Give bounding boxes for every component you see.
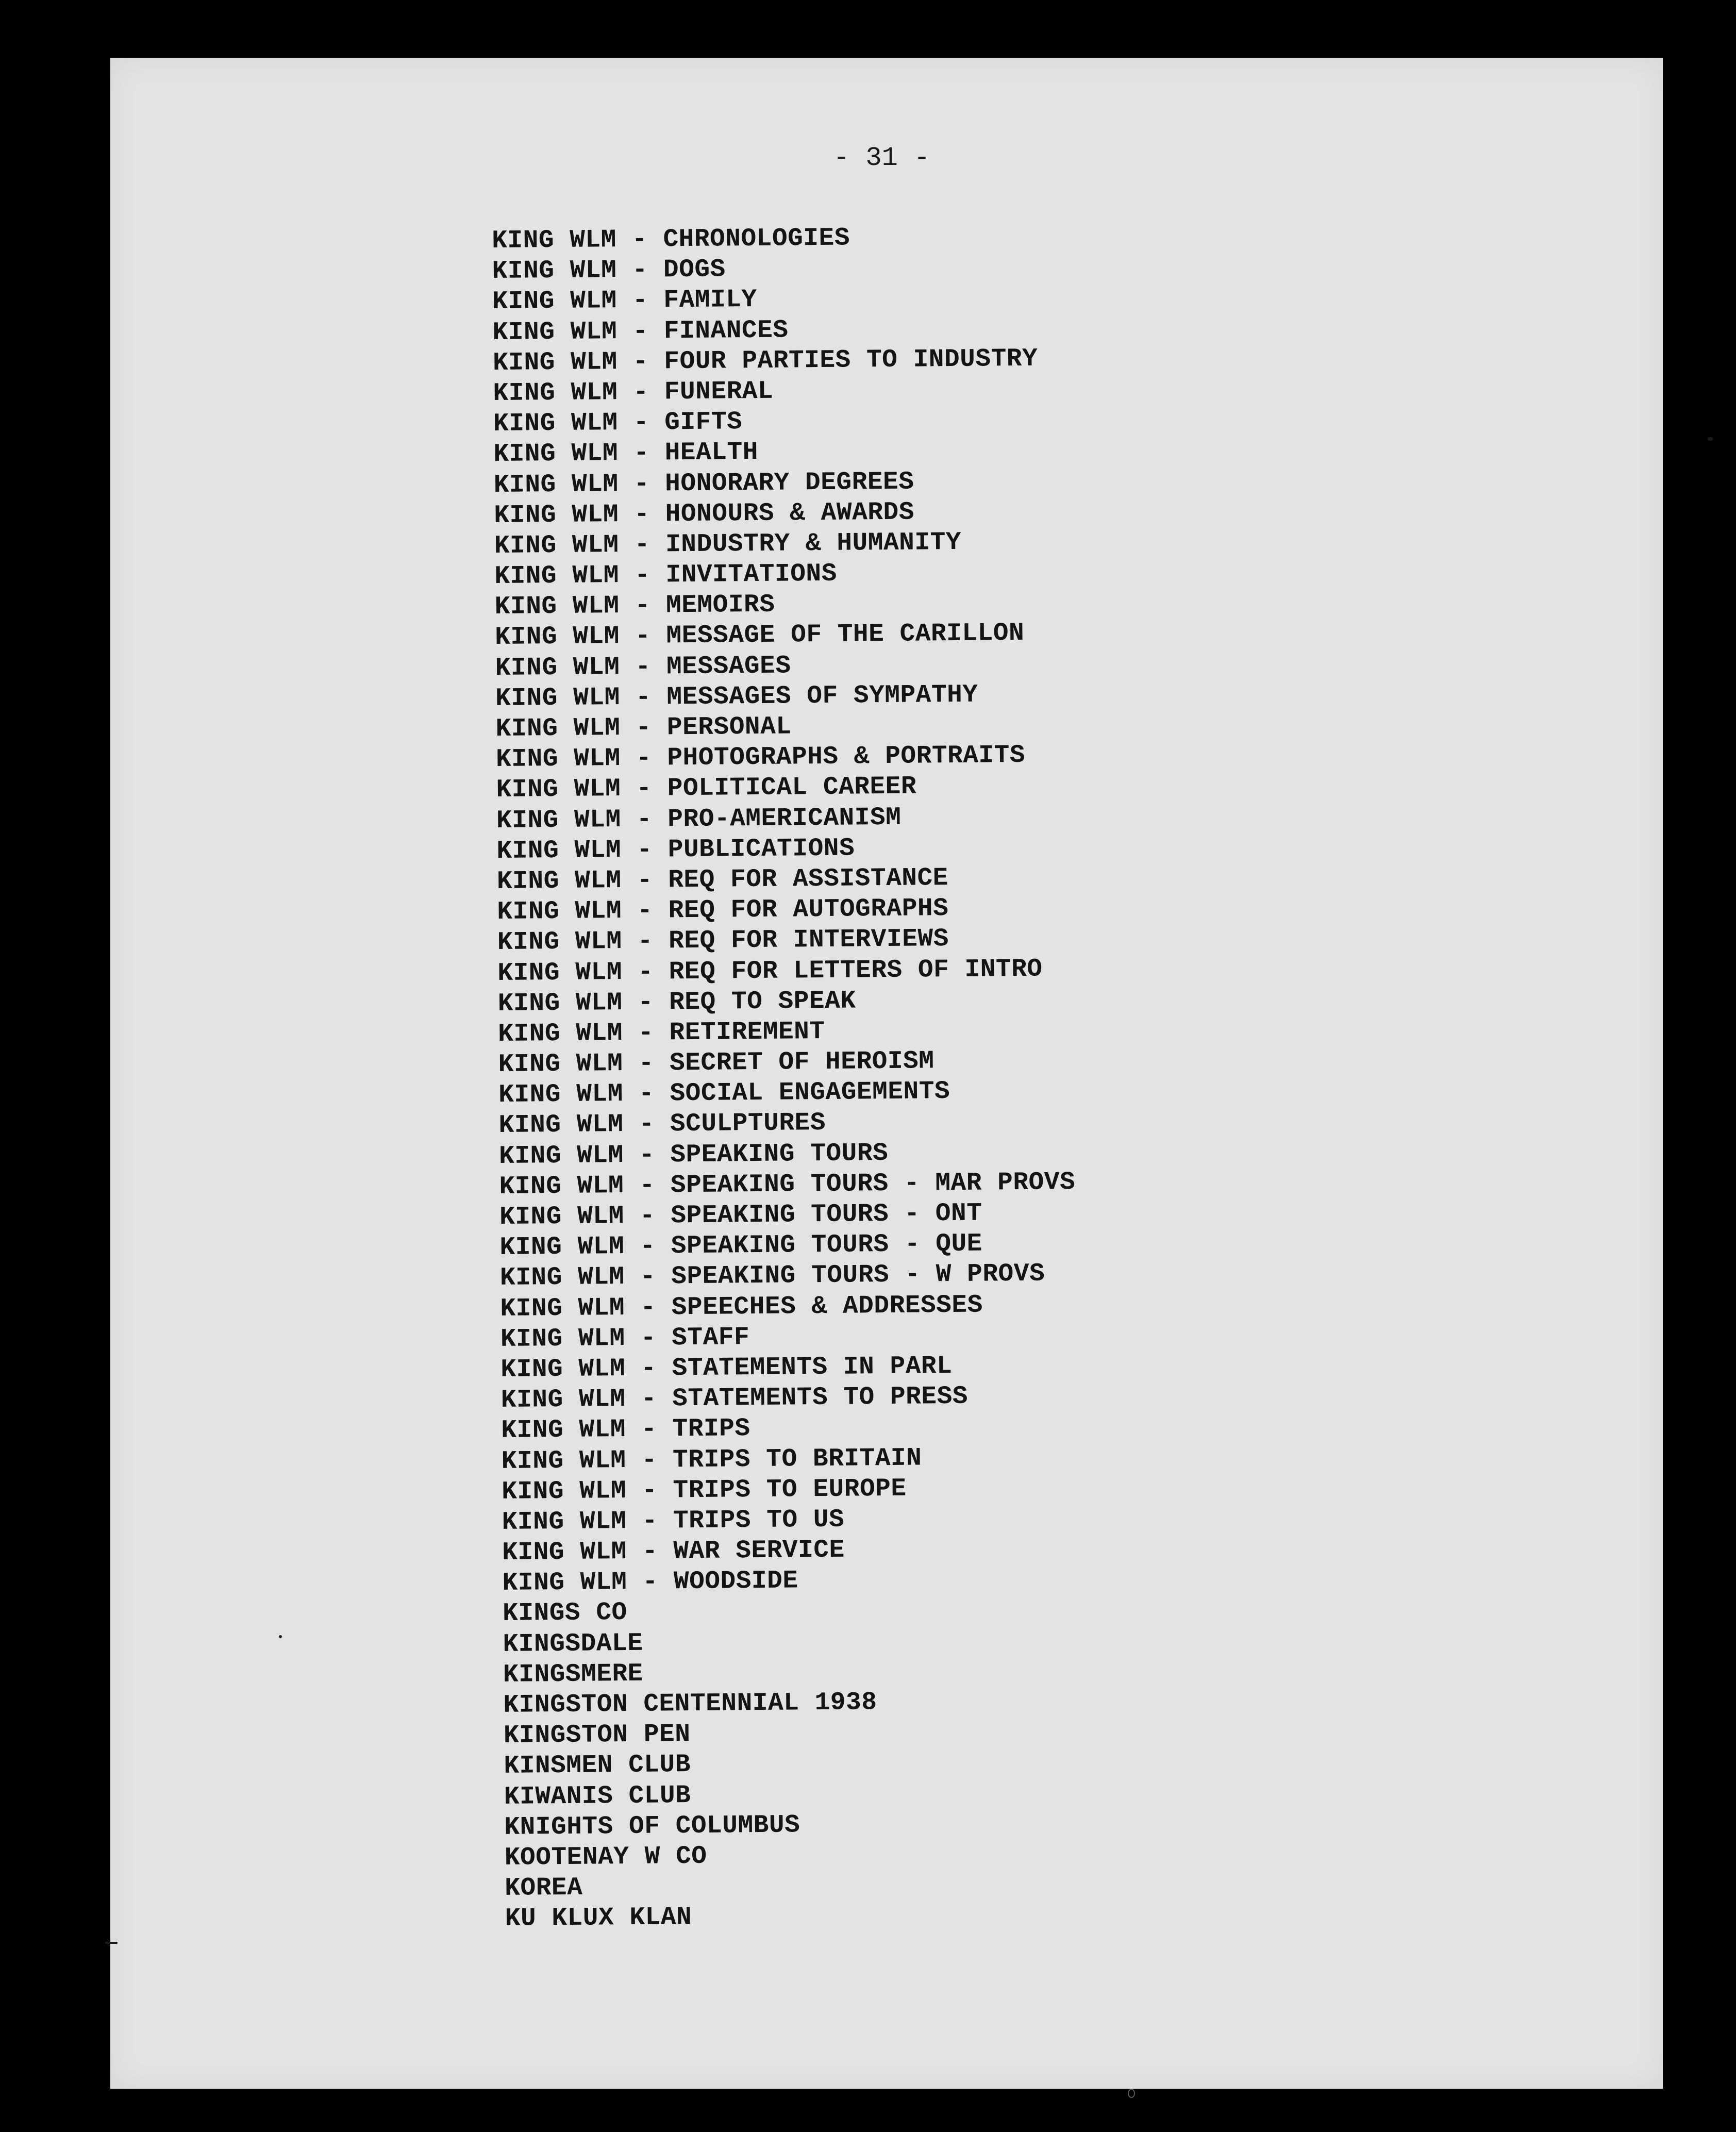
index-entry: KING WLM - REQ FOR ASSISTANCE (496, 863, 949, 896)
index-entry: KINGSTON PEN (503, 1720, 691, 1751)
index-entry: KING WLM - PRO-AMERICANISM (496, 803, 902, 835)
index-entry: KING WLM - STATEMENTS IN PARL (500, 1351, 953, 1384)
index-entry: KING WLM - TRIPS TO US (502, 1505, 845, 1537)
index-entry: KING WLM - WOODSIDE (502, 1566, 798, 1598)
index-entry: KING WLM - SCULPTURES (498, 1108, 826, 1140)
index-entry: KING WLM - PHOTOGRAPHS & PORTRAITS (495, 741, 1026, 774)
index-entry: KING WLM - GIFTS (493, 407, 743, 439)
index-entry: KINGSDALE (503, 1628, 643, 1659)
index-entry: KOREA (505, 1873, 583, 1903)
index-entry: KINGS CO (502, 1598, 627, 1628)
index-entry: KING WLM - POLITICAL CAREER (496, 772, 917, 805)
index-entry: KING WLM - RETIREMENT (498, 1017, 825, 1048)
index-entry: KING WLM - MEMOIRS (494, 590, 775, 622)
index-entry: KING WLM - SPEAKING TOURS - ONT (499, 1198, 982, 1231)
index-entry: KING WLM - FINANCES (492, 315, 789, 347)
index-entry: KING WLM - REQ FOR LETTERS OF INTRO (497, 954, 1043, 988)
index-entry: KING WLM - REQ FOR AUTOGRAPHS (497, 894, 949, 927)
index-entry: KU KLUX KLAN (505, 1903, 692, 1934)
scan-speck (105, 1942, 118, 1944)
index-entry: KING WLM - SOCIAL ENGAGEMENTS (498, 1077, 950, 1110)
index-entry: KING WLM - SPEAKING TOURS - W PROVS (499, 1259, 1045, 1293)
index-entry: KING WLM - TRIPS TO EUROPE (502, 1474, 907, 1506)
index-entry: KOOTENAY W CO (504, 1841, 707, 1872)
index-entry: KING WLM - DOGS (492, 255, 726, 286)
subject-index-list (492, 221, 1081, 1934)
scan-speck (1708, 437, 1713, 441)
index-entry: KING WLM - PUBLICATIONS (496, 834, 855, 865)
index-entry: KING WLM - FOUR PARTIES TO INDUSTRY (492, 344, 1038, 377)
index-entry: KING WLM - PERSONAL (495, 712, 792, 743)
index-entry: KINSMEN CLUB (504, 1750, 691, 1781)
index-entry: KING WLM - INDUSTRY & HUMANITY (494, 527, 962, 560)
index-entry: KING WLM - MESSAGE OF THE CARILLON (495, 619, 1025, 652)
index-entry: KNIGHTS OF COLUMBUS (504, 1810, 800, 1842)
index-entry: KING WLM - HONORARY DEGREES (493, 467, 914, 499)
index-entry: KING WLM - REQ TO SPEAK (497, 986, 856, 1018)
index-entry: KING WLM - SPEECHES & ADDRESSES (500, 1290, 983, 1323)
page-number: - 31 - (833, 143, 930, 173)
index-entry: KING WLM - WAR SERVICE (502, 1535, 845, 1567)
index-entry: KING WLM - HONOURS & AWARDS (494, 497, 915, 530)
index-entry: KING WLM - SPEAKING TOURS - QUE (499, 1229, 983, 1262)
index-entry: KING WLM - INVITATIONS (494, 559, 838, 591)
index-entry: KING WLM - STAFF (500, 1322, 750, 1354)
index-entry: KING WLM - SPEAKING TOURS (498, 1138, 889, 1171)
index-entry: KING WLM - SECRET OF HEROISM (498, 1046, 934, 1079)
index-entry: KINGSMERE (503, 1659, 644, 1689)
index-entry: KIWANIS CLUB (504, 1780, 691, 1811)
index-entry: KING WLM - SPEAKING TOURS - MAR PROVS (499, 1167, 1076, 1201)
index-entry: KING WLM - TRIPS TO BRITAIN (501, 1443, 922, 1476)
index-entry: KING WLM - FAMILY (492, 285, 757, 317)
scan-speck (1128, 2089, 1135, 2098)
index-entry: KING WLM - MESSAGES (495, 651, 791, 682)
index-entry: KING WLM - CHRONOLOGIES (492, 223, 850, 255)
index-entry: KING WLM - HEALTH (493, 438, 759, 469)
index-entry: KING WLM - TRIPS (501, 1414, 750, 1445)
index-entry: KINGSTON CENTENNIAL 1938 (503, 1688, 877, 1720)
index-entry: KING WLM - STATEMENTS TO PRESS (500, 1381, 969, 1415)
index-entry: KING WLM - FUNERAL (493, 376, 774, 408)
index-entry: KING WLM - MESSAGES OF SYMPATHY (495, 680, 978, 713)
scan-speck (279, 1635, 282, 1638)
index-entry: KING WLM - REQ FOR INTERVIEWS (497, 924, 949, 957)
